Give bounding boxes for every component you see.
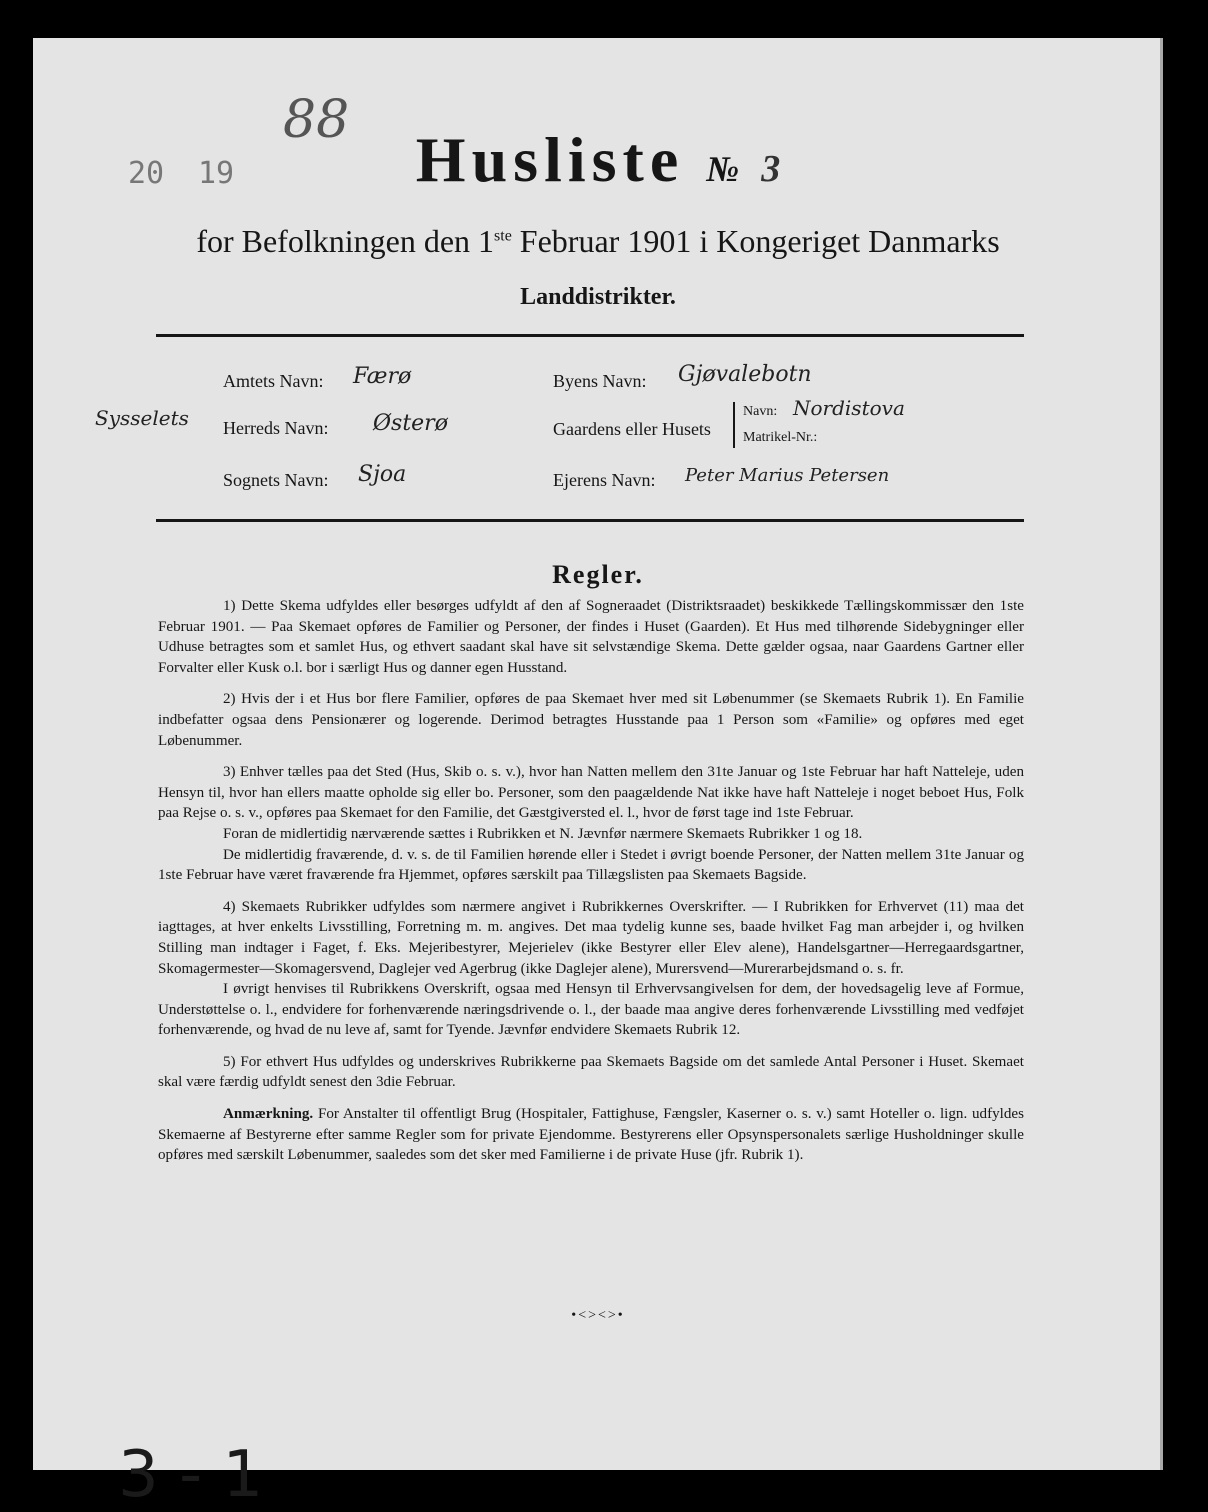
title-main: Husliste	[415, 124, 685, 195]
ejer-label: Ejerens Navn:	[553, 470, 656, 490]
rule-paragraph: 2) Hvis der i et Hus bor flere Familier, opføres de paa Skemaet hver med sit Løbenummer (se Skemaets Rubrik 1). En Familie indbefatter ogsaa dens Pensionærer og logerende. Derimod betragtes Husstande paa 1 Person som «Familie» og opføres med eget Løbenummer.	[158, 691, 1024, 749]
gaard-label: Gaardens eller Husets	[553, 419, 711, 439]
field-brace	[733, 402, 735, 448]
herred-label: Herreds Navn:	[223, 418, 329, 438]
matrikel-sublabel: Matrikel-Nr.:	[743, 430, 818, 445]
form-subtitle	[33, 223, 1163, 260]
herred-value: Østerø	[373, 411, 448, 436]
by-value: Gjøvalebotn	[678, 362, 812, 387]
bottom-handwritten-mark: 3 - 1	[118, 1438, 264, 1512]
ornament-divider: •<><>•	[571, 1308, 625, 1323]
fields-divider	[156, 519, 1024, 522]
sogn-value: Sjoa	[358, 462, 407, 487]
handwritten-number: 88	[283, 90, 350, 150]
census-form-page	[33, 38, 1163, 1512]
rule-paragraph: I øvrigt henvises til Rubrikkens Overskrift, ogsaa med Hensyn til Erhvervsangivelsen for dem, der hovedsagelig leve af Formue, Understøttelse o. l., endvidere for forhenværende næringsdrivende o. l., der baade maa angive deres forhenværende Livsstilling med vedføjet forhenværende, og hvad de nu leve af, samt for Tyende. Jævnfør endvidere Skemaets Rubrik 12.	[158, 981, 1024, 1039]
navn-sublabel: Navn:	[743, 404, 778, 419]
subtitle-sup: ste	[494, 227, 512, 245]
subtitle-post: Februar 1901 i Kongeriget Danmarks	[511, 223, 1000, 259]
district-heading: Landdistrikter.	[520, 284, 676, 310]
ejer-value: Peter Marius Petersen	[685, 465, 890, 486]
note-text: For Anstalter til offentligt Brug (Hospitaler, Fattighuse, Fængsler, Kaserner o. s. v.) samt Hoteller o. lign. udfyldes Skemaerne af Bestyrerne efter samme Regler som for private Ejendomme. Bestyrerens eller Opsynspersonalets særlige Husholdninger skulle opføres med særskilt Løbenummer, saaledes som det sker med Familierne i de private Huse (jfr. Rubrik 1).	[158, 1106, 1024, 1164]
by-label: Byens Navn:	[553, 371, 647, 391]
rule-paragraph: 4) Skemaets Rubrikker udfyldes som nærmere angivet i Rubrikkernes Overskrifter. — I Rubrikken for Erhvervet (11) maa det iagttages, at hver enkelts Livsstilling, Forretning m. m. angives. Det maa tydelig kunne ses, baade hvilket Fag man arbejder i, og hvilken Stilling man indtager i Faget, f. Eks. Mejeribestyrer, Mejerielev (ikke Bestyrer eller Elev alene), Handelsgartner—Herregaardsgartner, Skomagermester—Skomagersvend, Daglejer ved Agerbrug (ikke Daglejer alene), Murersvend—Murerarbejdsmand o. s. fr.	[158, 898, 1024, 977]
rule-paragraph: 1) Dette Skema udfyldes eller besørges udfyldt af den af Sogneraadet (Distriktsraadet) beskikkede Tællingskommissær den 1ste Februar 1901. — Paa Skemaet opføres de Familier og Personer, der findes i Huset (Gaarden). Et Hus med tilhørende Sidebygninger eller Udhuse betragtes som et samlet Hus, og ethvert saadant skal have sit selvstændige Skema. Dette gælder ogsaa, naar Gaardens Gartner eller Forvalter eller Kusk o.l. bor i særligt Hus og danner egen Husstand.	[158, 598, 1024, 676]
rules-heading: Regler.	[552, 560, 644, 589]
form-title	[33, 123, 1163, 197]
rule-paragraph: De midlertidig fraværende, d. v. s. de til Familien hørende eller i Stedet i øvrigt boende Personer, der Natten mellem 31te Januar og 1ste Februar have været fraværende fra Hjemmet, opføres særskilt paa Tillægslisten paa Skemaets Bagside.	[158, 846, 1024, 884]
stamp-number-1: 20	[128, 156, 165, 191]
form-number: 3	[761, 148, 781, 190]
note-label: Anmærkning.	[223, 1106, 314, 1123]
stamp-number-2: 19	[198, 156, 235, 191]
herred-prefix: Sysselets	[95, 406, 189, 430]
rule-paragraph: Foran de midlertidig nærværende sættes i Rubrikken et N. Jævnfør nærmere Skemaets Rubrikker 1 og 18.	[223, 825, 863, 842]
amt-label: Amtets Navn:	[223, 371, 324, 391]
note-paragraph	[158, 1104, 1024, 1166]
rules-text	[158, 596, 1024, 1177]
top-divider	[156, 334, 1024, 337]
sogn-label: Sognets Navn:	[223, 470, 329, 490]
subtitle-pre: for Befolkningen den 1	[196, 223, 495, 259]
number-sign: №	[706, 149, 740, 189]
rule-paragraph: 5) For ethvert Hus udfyldes og underskrives Rubrikkerne paa Skemaets Bagside om det samlede Antal Personer i Huset. Skemaet skal være færdig udfyldt senest den 3die Februar.	[158, 1053, 1024, 1091]
navn-value: Nordistova	[793, 396, 905, 420]
rule-paragraph: 3) Enhver tælles paa det Sted (Hus, Skib o. s. v.), hvor han Natten mellem den 31te Januar og 1ste Februar har haft Natteleje, uden Hensyn til, hvor han ellers maatte opholde sig eller bo. Personer, som den paagældende Nat ikke have haft Natteleje i noget beboet Hus, Folk paa Rejse o. s. v., opføres paa Skemaet for den Familie, det Gæstgiversted el. l., hvor de først tage ind 1ste Februar.	[158, 764, 1024, 822]
amt-value: Færø	[353, 364, 412, 389]
